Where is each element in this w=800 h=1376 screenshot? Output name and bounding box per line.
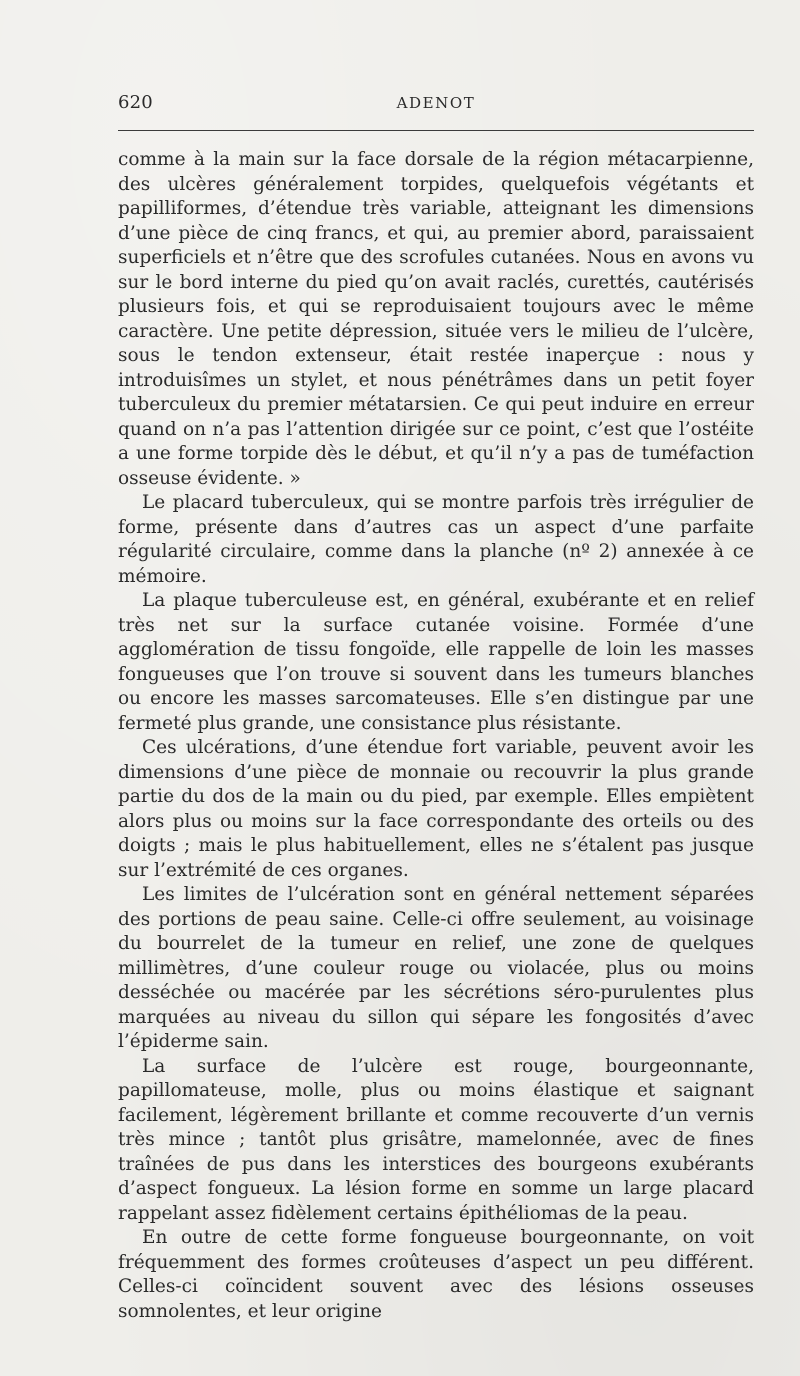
body-text xyxy=(118,148,754,1324)
paragraph-4: Ces ulcérations, d’une étendue fort variable, peuvent avoir les dimensions d’une pièce de monnaie ou recouvrir la plus grande partie du dos de la main ou du pied, par exemple. Elles empiètent alors plus ou moins sur la face correspondante des orteils ou des doigts ; mais le plus habituellement, elles ne s’étalent pas jusque sur l’extrémité de ces organes. xyxy=(118,737,754,881)
paragraph-2: Le placard tuberculeux, qui se montre parfois très irrégulier de forme, présente dans d’autres cas un aspect d’une parfaite régularité circulaire, comme dans la planche (nº 2) annexée à ce mémoire. xyxy=(118,492,754,587)
paragraph-7: En outre de cette forme fongueuse bourgeonnante, on voit fréquemment des formes croûteuses d’aspect un peu différent. Celles-ci coïncident souvent avec des lésions osseuses somnolentes, et leur origine xyxy=(118,1227,754,1322)
paragraph-6: La surface de l’ulcère est rouge, bourgeonnante, papillomateuse, molle, plus ou moins élastique et saignant facilement, légèrement brillante et comme recouverte d’un vernis très mince ; tantôt plus grisâtre, mamelonnée, avec de fines traînées de pus dans les interstices des bourgeons exubérants d’aspect fongueux. La lésion forme en somme un large placard rappelant assez fidèlement certains épithéliomas de la peau. xyxy=(118,1055,754,1224)
running-head: ADENOT xyxy=(396,94,476,112)
paragraph-5: Les limites de l’ulcération sont en général nettement séparées des portions de peau saine. Celle-ci offre seulement, au voisinage du bourrelet de la tumeur en relief, une zone de quelques millimètres, d’une couleur rouge ou violacée, plus ou moins desséchée ou macérée par les sécrétions séro-purulentes plus marquées au niveau du sillon qui sépare les fongosités d’avec l’épiderme sain. xyxy=(118,884,754,1052)
page-header xyxy=(118,92,754,118)
header-rule xyxy=(118,130,754,131)
paragraph-1: comme à la main sur la face dorsale de la région métacarpienne, des ulcères généralement torpides, quelquefois végétants et papilliformes, d’étendue très variable, atteignant les dimensions d’une pièce de cinq francs, et qui, au premier abord, paraissaient superficiels et n’être que des scrofules cutanées. Nous en avons vu sur le bord interne du pied qu’on avait raclés, curettés, cautérisés plusieurs fois, et qui se reproduisaient toujours avec le même caractère. Une petite dépression, située vers le milieu de l’ulcère, sous le tendon extenseur, était restée inaperçue : nous y introduisîmes un stylet, et nous pénétrâmes dans un petit foyer tuberculeux du premier métatarsien. Ce qui peut induire en erreur quand on n’a pas l’attention dirigée sur ce point, c’est que l’ostéite a une forme torpide dès le début, et qu’il n’y a pas de tuméfaction osseuse évidente. » xyxy=(118,149,754,489)
page-number: 620 xyxy=(118,92,153,113)
paragraph-3: La plaque tuberculeuse est, en général, exubérante et en relief très net sur la surface cutanée voisine. Formée d’une agglomération de tissu fongoïde, elle rappelle de loin les masses fongueuses que l’on trouve si souvent dans les tumeurs blanches ou encore les masses sarcomateuses. Elle s’en distingue par une fermeté plus grande, une consistance plus résistante. xyxy=(118,590,754,734)
